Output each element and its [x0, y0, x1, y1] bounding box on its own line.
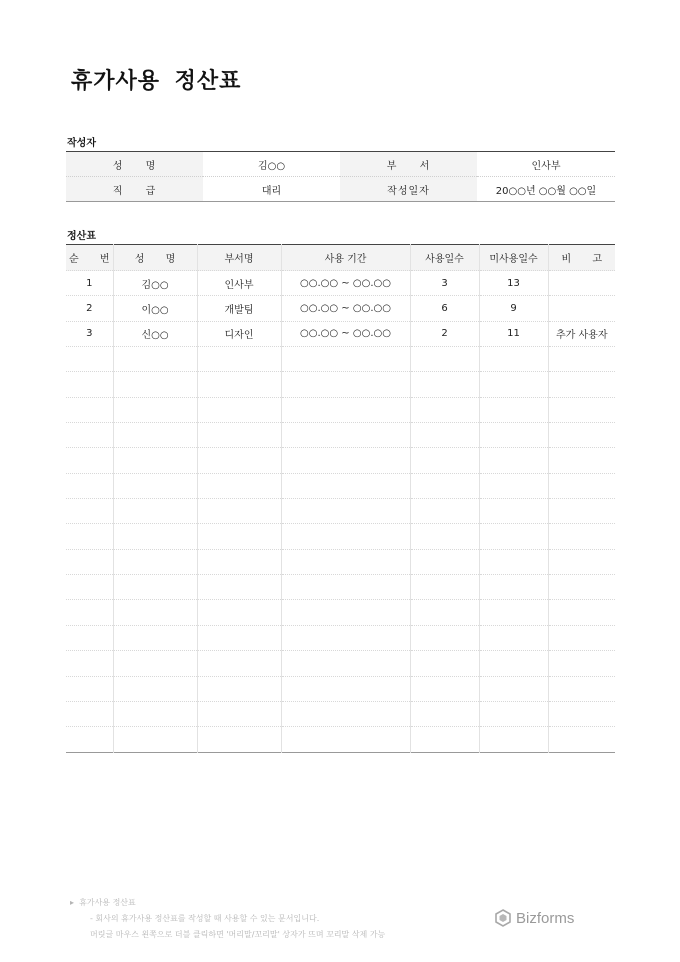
cell-remarks	[548, 701, 615, 726]
empty-table-row	[66, 347, 615, 372]
cell-name: 신○○	[113, 321, 197, 346]
empty-table-row	[66, 651, 615, 676]
empty-table-row	[66, 676, 615, 701]
author-row	[66, 177, 615, 202]
cell-period	[281, 575, 410, 600]
cell-no	[66, 676, 113, 701]
author-section-label: 작성자	[67, 138, 96, 149]
cell-no	[66, 575, 113, 600]
department-value: 인사부	[531, 160, 561, 172]
cell-period	[281, 676, 410, 701]
date-label: 작성일자	[340, 177, 477, 202]
empty-table-row	[66, 575, 615, 600]
cell-remarks	[548, 524, 615, 549]
cell-period	[281, 499, 410, 524]
cell-no	[66, 701, 113, 726]
cell-remarks	[548, 625, 615, 650]
cell-unused-days	[479, 448, 548, 473]
cell-department	[197, 473, 281, 498]
empty-table-row	[66, 524, 615, 549]
cell-used-days	[410, 676, 479, 701]
cell-no	[66, 524, 113, 549]
cell-department	[197, 727, 281, 752]
empty-table-row	[66, 423, 615, 448]
cell-remarks	[548, 372, 615, 397]
cell-department	[197, 575, 281, 600]
cell-department	[197, 372, 281, 397]
page-title: 휴가사용 정산표	[71, 69, 242, 94]
cell-period	[281, 549, 410, 574]
cell-used-days	[410, 473, 479, 498]
date-value: 20○○년 ○○월 ○○일	[477, 177, 615, 202]
cell-period	[281, 625, 410, 650]
brand-logo	[494, 909, 574, 927]
cell-period	[281, 397, 410, 422]
cell-department	[197, 549, 281, 574]
cell-used-days	[410, 524, 479, 549]
table-row	[66, 271, 615, 296]
brand-name: Bizforms	[516, 909, 575, 927]
cell-name	[113, 549, 197, 574]
cell-used-days	[410, 423, 479, 448]
cell-name	[113, 473, 197, 498]
cell-remarks	[548, 271, 615, 296]
cell-name	[113, 372, 197, 397]
cell-name	[113, 347, 197, 372]
author-row	[66, 152, 615, 177]
cell-unused-days	[479, 651, 548, 676]
cell-period: ○○.○○ ~ ○○.○○	[281, 296, 410, 321]
cell-remarks	[548, 575, 615, 600]
empty-table-row	[66, 372, 615, 397]
cell-department	[197, 347, 281, 372]
cell-used-days	[410, 575, 479, 600]
cell-period	[281, 701, 410, 726]
cell-period	[281, 473, 410, 498]
footer-instruction: 머릿글 마우스 왼쪽으로 더블 클릭하면 '머리말/꼬리말' 상자가 뜨며 꼬리말 삭제 가능	[90, 930, 386, 939]
cell-unused-days	[479, 676, 548, 701]
cell-used-days: 3	[410, 271, 479, 296]
cell-name	[113, 524, 197, 549]
empty-table-row	[66, 600, 615, 625]
table-row	[66, 321, 615, 346]
cell-department	[197, 651, 281, 676]
cell-department	[197, 397, 281, 422]
cell-name	[113, 448, 197, 473]
header-department: 부서명	[197, 245, 281, 271]
bizforms-logo-icon	[494, 909, 512, 927]
cell-unused-days	[479, 372, 548, 397]
name-label: 성 명	[66, 152, 203, 177]
cell-used-days	[410, 372, 479, 397]
empty-table-row	[66, 499, 615, 524]
settlement-section-label: 정산표	[67, 231, 96, 242]
header-period: 사용 기간	[281, 245, 410, 271]
cell-unused-days	[479, 625, 548, 650]
empty-table-row	[66, 701, 615, 726]
cell-unused-days	[479, 549, 548, 574]
settlement-table	[66, 244, 615, 753]
cell-name	[113, 727, 197, 752]
cell-used-days	[410, 448, 479, 473]
cell-remarks	[548, 600, 615, 625]
department-label: 부 서	[340, 152, 477, 177]
settlement-header-row	[66, 245, 615, 271]
footer-note	[70, 895, 385, 943]
cell-no	[66, 448, 113, 473]
empty-table-row	[66, 625, 615, 650]
cell-unused-days	[479, 397, 548, 422]
cell-no	[66, 651, 113, 676]
cell-name	[113, 600, 197, 625]
empty-table-row	[66, 549, 615, 574]
cell-remarks	[548, 473, 615, 498]
header-name: 성 명	[113, 245, 197, 271]
cell-name	[113, 499, 197, 524]
cell-remarks: 추가 사용자	[548, 321, 615, 346]
empty-table-row	[66, 448, 615, 473]
cell-used-days: 2	[410, 321, 479, 346]
cell-no: 3	[66, 321, 113, 346]
cell-used-days	[410, 701, 479, 726]
cell-used-days	[410, 347, 479, 372]
cell-period	[281, 600, 410, 625]
cell-period	[281, 423, 410, 448]
cell-remarks	[548, 727, 615, 752]
cell-name	[113, 676, 197, 701]
cell-unused-days	[479, 499, 548, 524]
cell-unused-days: 9	[479, 296, 548, 321]
author-table	[66, 151, 615, 202]
cell-no	[66, 549, 113, 574]
cell-no	[66, 423, 113, 448]
cell-period	[281, 372, 410, 397]
cell-department: 디자인	[197, 321, 281, 346]
cell-department	[197, 499, 281, 524]
rank-value: 대리	[203, 177, 340, 202]
cell-remarks	[548, 296, 615, 321]
cell-used-days: 6	[410, 296, 479, 321]
cell-name: 김○○	[113, 271, 197, 296]
empty-table-row	[66, 473, 615, 498]
cell-no: 2	[66, 296, 113, 321]
cell-used-days	[410, 499, 479, 524]
cell-department	[197, 600, 281, 625]
header-no: 순 번	[66, 245, 113, 271]
cell-unused-days: 11	[479, 321, 548, 346]
cell-no	[66, 372, 113, 397]
cell-period	[281, 448, 410, 473]
table-row	[66, 296, 615, 321]
cell-remarks	[548, 499, 615, 524]
cell-name	[113, 575, 197, 600]
cell-department	[197, 448, 281, 473]
cell-remarks	[548, 347, 615, 372]
cell-name: 이○○	[113, 296, 197, 321]
cell-name	[113, 701, 197, 726]
cell-used-days	[410, 397, 479, 422]
cell-used-days	[410, 727, 479, 752]
cell-period	[281, 524, 410, 549]
cell-unused-days	[479, 423, 548, 448]
cell-department	[197, 676, 281, 701]
cell-period: ○○.○○ ~ ○○.○○	[281, 271, 410, 296]
cell-period	[281, 347, 410, 372]
cell-remarks	[548, 448, 615, 473]
footer-title: ▸ 휴가사용 정산표	[70, 898, 136, 907]
cell-period	[281, 651, 410, 676]
cell-period: ○○.○○ ~ ○○.○○	[281, 321, 410, 346]
cell-department	[197, 423, 281, 448]
cell-department	[197, 524, 281, 549]
cell-unused-days	[479, 575, 548, 600]
cell-used-days	[410, 625, 479, 650]
cell-no	[66, 473, 113, 498]
cell-no	[66, 499, 113, 524]
cell-no	[66, 397, 113, 422]
name-value: 김○○	[257, 160, 286, 172]
header-used-days: 사용일수	[410, 245, 479, 271]
cell-department: 인사부	[197, 271, 281, 296]
empty-table-row	[66, 397, 615, 422]
cell-remarks	[548, 676, 615, 701]
cell-unused-days	[479, 473, 548, 498]
cell-period	[281, 727, 410, 752]
cell-remarks	[548, 423, 615, 448]
cell-unused-days	[479, 727, 548, 752]
cell-department: 개발팀	[197, 296, 281, 321]
cell-no: 1	[66, 271, 113, 296]
cell-used-days	[410, 600, 479, 625]
header-remarks: 비 고	[548, 245, 615, 271]
cell-name	[113, 625, 197, 650]
rank-label: 직 급	[66, 177, 203, 202]
cell-no	[66, 600, 113, 625]
cell-department	[197, 701, 281, 726]
cell-name	[113, 423, 197, 448]
empty-table-row	[66, 727, 615, 752]
cell-used-days	[410, 651, 479, 676]
cell-used-days	[410, 549, 479, 574]
cell-unused-days	[479, 347, 548, 372]
footer-title-text: 휴가사용 정산표	[79, 898, 136, 907]
cell-unused-days	[479, 701, 548, 726]
cell-remarks	[548, 397, 615, 422]
header-unused-days: 미사용일수	[479, 245, 548, 271]
cell-unused-days: 13	[479, 271, 548, 296]
cell-remarks	[548, 651, 615, 676]
cell-unused-days	[479, 524, 548, 549]
cell-no	[66, 625, 113, 650]
footer-description: - 회사의 휴가사용 정산표를 작성할 때 사용할 수 있는 문서입니다.	[90, 914, 320, 923]
cell-name	[113, 397, 197, 422]
cell-no	[66, 347, 113, 372]
cell-department	[197, 625, 281, 650]
cell-remarks	[548, 549, 615, 574]
cell-name	[113, 651, 197, 676]
cell-no	[66, 727, 113, 752]
cell-unused-days	[479, 600, 548, 625]
